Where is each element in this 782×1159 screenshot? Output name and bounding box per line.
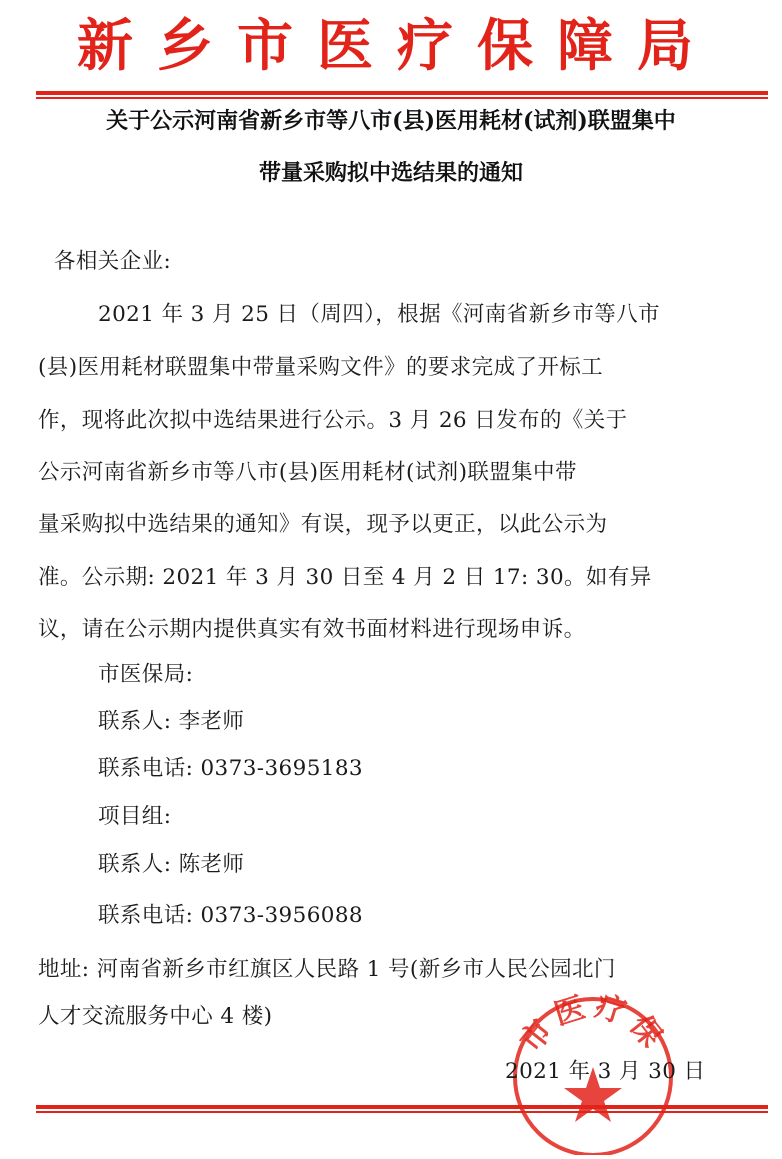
project-group-label: 项目组: xyxy=(98,804,172,829)
footer-rule-thick xyxy=(36,1105,768,1109)
city-contact-phone: 联系电话: 0373-3695183 xyxy=(98,756,364,781)
body-line-3: 作，现将此次拟中选结果进行公示。3 月 26 日发布的《关于 xyxy=(38,408,628,433)
body-line-6: 准。公示期: 2021 年 3 月 30 日至 4 月 2 日 17: 30。如有异 xyxy=(38,565,652,590)
body-line-7: 议，请在公示期内提供真实有效书面材料进行现场申诉。 xyxy=(38,617,586,642)
body-line-2: (县)医用耗材联盟集中带量采购文件》的要求完成了开标工 xyxy=(38,355,604,380)
project-contact-person: 联系人: 陈老师 xyxy=(98,852,245,877)
footer-rule-thin xyxy=(36,1111,768,1113)
document-title-line-1: 关于公示河南省新乡市等八市(县)医用耗材(试剂)联盟集中 xyxy=(106,108,676,134)
seal-text: 市医疗保 xyxy=(513,988,673,1059)
document-title-line-2: 带量采购拟中选结果的通知 xyxy=(258,160,523,186)
address-line-1: 地址: 河南省新乡市红旗区人民路 1 号(新乡市人民公园北门 xyxy=(38,957,616,982)
city-contact-person: 联系人: 李老师 xyxy=(98,709,245,734)
issue-date: 2021 年 3 月 30 日 xyxy=(505,1059,706,1084)
letterhead-rule-thick xyxy=(36,91,768,95)
salutation: 各相关企业: xyxy=(54,249,172,274)
letterhead-org-name: 新乡市医疗保障局 xyxy=(77,13,717,79)
city-bureau-label: 市医保局: xyxy=(98,662,194,687)
body-line-1: 2021 年 3 月 25 日（周四），根据《河南省新乡市等八市 xyxy=(98,302,660,327)
project-contact-phone: 联系电话: 0373-3956088 xyxy=(98,903,364,928)
address-line-2: 人才交流服务中心 4 楼) xyxy=(38,1004,273,1029)
body-line-5: 量采购拟中选结果的通知》有误，现予以更正，以此公示为 xyxy=(38,512,608,537)
body-line-4: 公示河南省新乡市等八市(县)医用耗材(试剂)联盟集中带 xyxy=(38,460,577,485)
